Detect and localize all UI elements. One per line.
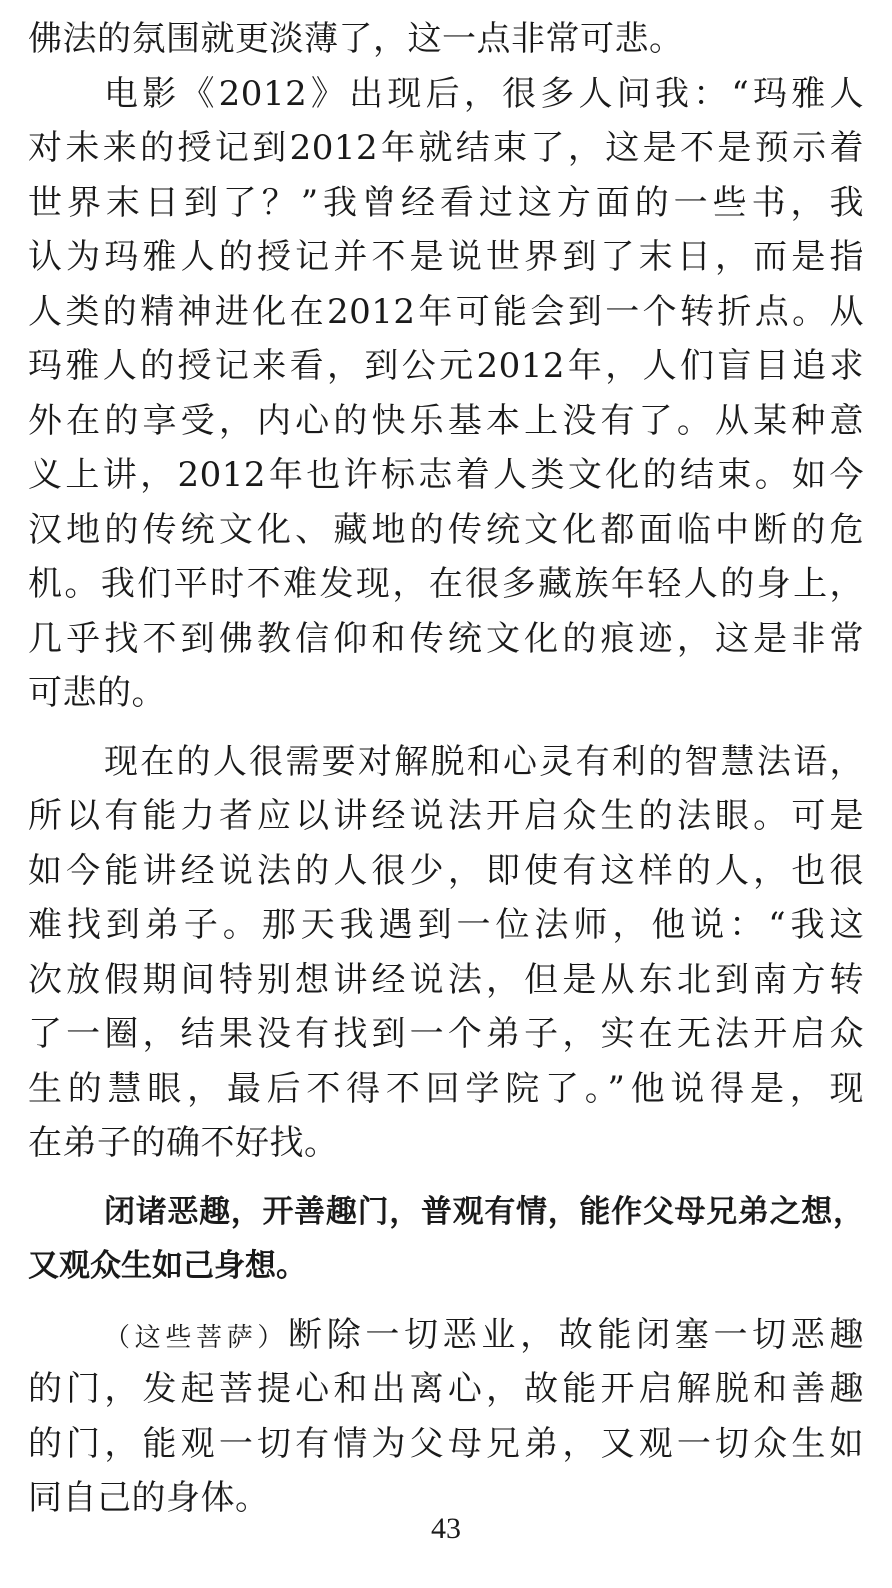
commentary-line: 的门，发起菩提心和出离心，故能开启解脱和善趣 bbox=[28, 1369, 864, 1409]
body-text-line: 世界末日到了？”我曾经看过这方面的一些书，我 bbox=[28, 182, 864, 223]
body-text-line: 难找到弟子。那天我遇到一位法师，他说：“我这 bbox=[28, 905, 864, 945]
body-text-line: 电影《2012》出现后，很多人问我：“玛雅人 bbox=[104, 73, 864, 114]
body-text-line: 机。我们平时不难发现，在很多藏族年轻人的身上， bbox=[28, 564, 864, 604]
body-text-line: 现在的人很需要对解脱和心灵有利的智慧法语， bbox=[104, 741, 864, 782]
commentary-line: 的门，能观一切有情为父母兄弟，又观一切众生如 bbox=[28, 1423, 864, 1464]
body-text-line: 几乎找不到佛教信仰和传统文化的痕迹，这是非常 bbox=[28, 618, 864, 659]
sutra-quote-line: 闭诸恶趣，开善趣门，普观有情，能作父母兄弟之想， bbox=[104, 1193, 864, 1230]
body-text-line: 玛雅人的授记来看，到公元2012年，人们盲目追求 bbox=[28, 346, 864, 386]
body-text-line: 所以有能力者应以讲经说法开启众生的法眼。可是 bbox=[28, 796, 864, 836]
body-text-line: 汉地的传统文化、藏地的传统文化都面临中断的危 bbox=[28, 509, 864, 550]
body-text-line: 义上讲，2012年也许标志着人类文化的结束。如今 bbox=[28, 455, 864, 495]
page-number: 43 bbox=[431, 1512, 461, 1545]
body-text-line: 对未来的授记到2012年就结束了，这是不是预示着 bbox=[28, 128, 864, 168]
body-text-line: 次放假期间特别想讲经说法，但是从东北到南方转 bbox=[28, 959, 864, 1000]
body-text-line: 生的慧眼，最后不得不回学院了。”他说得是，现 bbox=[28, 1068, 864, 1109]
commentary-text: 断除一切恶业，故能闭塞一切恶趣 bbox=[288, 1314, 864, 1355]
commentary-line: 同自己的身体。 bbox=[28, 1478, 270, 1518]
body-text-line: 了一圈，结果没有找到一个弟子，实在无法开启众 bbox=[28, 1014, 864, 1054]
commentary-line bbox=[28, 1308, 864, 1363]
body-text-line: 外在的享受，内心的快乐基本上没有了。从某种意 bbox=[28, 400, 864, 441]
page-body bbox=[28, 12, 864, 1526]
body-text-line: 在弟子的确不好找。 bbox=[28, 1123, 339, 1163]
commentary-prefix: （这些菩萨） bbox=[104, 1322, 289, 1353]
body-text-line: 如今能讲经说法的人很少，即使有这样的人，也很 bbox=[28, 850, 864, 891]
body-text-line: 人类的精神进化在2012年可能会到一个转折点。从 bbox=[28, 291, 864, 332]
body-text-line: 可悲的。 bbox=[28, 673, 166, 713]
body-text-line: 佛法的氛围就更淡薄了，这一点非常可悲。 bbox=[28, 19, 684, 59]
sutra-quote-line: 又观众生如己身想。 bbox=[28, 1248, 307, 1284]
body-text-line: 认为玛雅人的授记并不是说世界到了末日，而是指 bbox=[28, 237, 864, 277]
